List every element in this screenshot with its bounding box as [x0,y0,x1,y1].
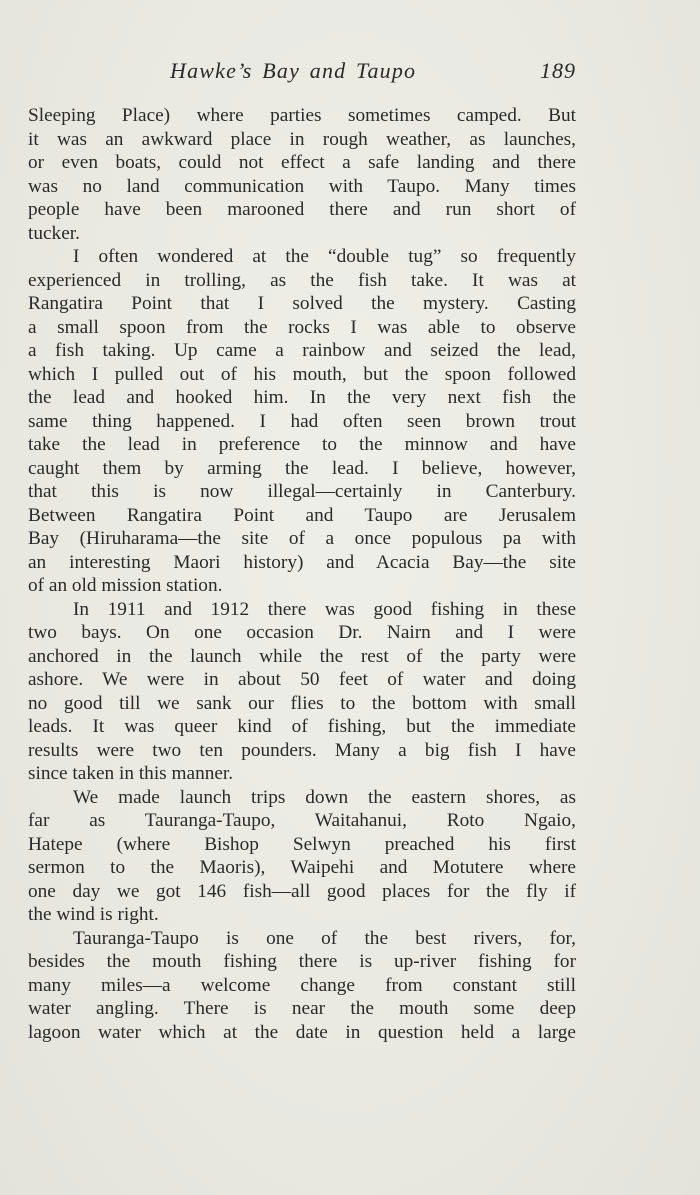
text-line: it was an awkward place in rough weather, as launches, [28,128,576,150]
text-line: one day we got 146 fish—all good places for the fly if [28,880,576,902]
text-line: sermon to the Maoris), Waipehi and Motutere where [28,857,576,878]
text-line: Between Rangatira Point and Taupo are Jerusalem [28,504,576,526]
text-line: anchored in the launch while the rest of the party were [28,645,576,667]
text-line: take the lead in preference to the minnow and have [28,434,576,455]
text-line: Bay (Hiruharama—the site of a once populous pa with [28,528,576,549]
text-line: since taken in this manner. [28,763,234,784]
text-line: In 1911 and 1912 there was good fishing in these [73,598,576,620]
text-line: was no land communication with Taupo. Many times [28,175,576,197]
text-line: Hatepe (where Bishop Selwyn preached his first [28,833,576,855]
text-line: Rangatira Point that I solved the mystery. Casting [28,293,576,314]
text-line: water angling. There is near the mouth some deep [28,998,576,1019]
text-line: experienced in trolling, as the fish take. It was at [28,269,576,291]
text-line: many miles—a welcome change from constant still [28,974,576,996]
text-line: far as Tauranga-Taupo, Waitahanui, Roto Ngaio, [28,810,576,831]
text-line: two bays. On one occasion Dr. Nairn and I were [28,622,576,643]
text-line: caught them by arming the lead. I believe, however, [28,457,576,479]
running-title: Hawke’s Bay and Taupo [170,58,417,83]
text-line: results were two ten pounders. Many a big fish I have [28,739,576,761]
text-line: an interesting Maori history) and Acacia Bay—the site [28,551,576,573]
text-line: lagoon water which at the date in question held a large [28,1021,576,1043]
text-line: ashore. We were in about 50 feet of water and doing [28,669,576,690]
body-text [28,104,576,1044]
text-line: a small spoon from the rocks I was able to observe [28,316,576,338]
text-line: of an old mission station. [28,575,223,596]
text-line: people have been marooned there and run short of [28,199,576,220]
text-line: I often wondered at the “double tug” so frequently [73,246,576,267]
text-line: leads. It was queer kind of fishing, but the immediate [28,716,576,737]
text-line: tucker. [28,222,80,244]
text-line: besides the mouth fishing there is up-river fishing for [28,951,576,972]
text-line: which I pulled out of his mouth, but the spoon followed [28,363,576,385]
text-line: the wind is right. [28,904,159,925]
text-line: a fish taking. Up came a rainbow and seized the lead, [28,340,576,361]
text-line: or even boats, could not effect a safe landing and there [28,152,576,173]
text-line: Sleeping Place) where parties sometimes camped. But [28,105,576,126]
text-line: no good till we sank our flies to the bottom with small [28,692,576,714]
text-line: Tauranga-Taupo is one of the best rivers, for, [73,927,576,949]
text-line: the lead and hooked him. In the very next fish the [28,387,576,408]
text-line: that this is now illegal—certainly in Canterbury. [28,481,576,502]
running-head [28,58,576,88]
text-line: We made launch trips down the eastern shores, as [73,786,576,808]
text-line: same thing happened. I had often seen brown trout [28,410,576,432]
page-number: 189 [540,58,576,83]
